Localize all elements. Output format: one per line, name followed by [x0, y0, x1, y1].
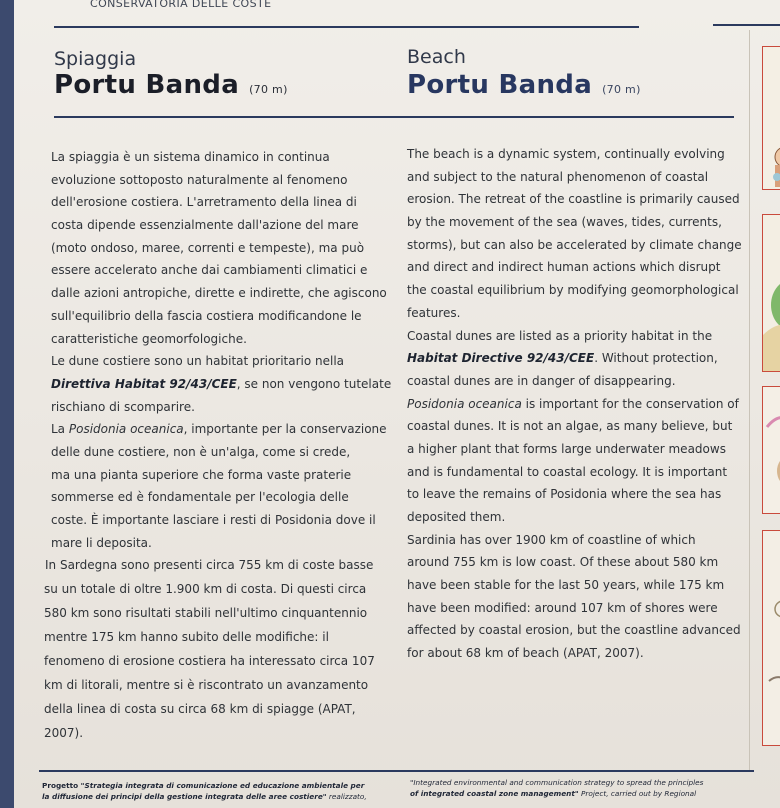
footer-italian	[42, 781, 367, 802]
beach-illustration	[762, 46, 780, 190]
habitat-directive-term: Direttiva Habitat 92/43/CEE	[51, 376, 237, 391]
text-fragment: , se non vengono tutelate	[236, 376, 392, 391]
text-line: erosion. The retreat of the coastline is primarily caused	[407, 192, 740, 207]
posidonia-illustration	[762, 386, 780, 514]
footer-fragment: Progetto	[42, 781, 81, 790]
text-line: 580 km sono risultati stabili nell'ultimo cinquantennio	[44, 606, 368, 621]
header-rule-right	[713, 24, 780, 26]
english-title-text: Portu Banda	[407, 70, 593, 100]
footer-line: "Integrated environmental and communication strategy to spread the principles	[410, 778, 704, 787]
text-line: km di litorali, mentre si è riscontrato un avanzamento	[44, 677, 369, 692]
text-line: and is fundamental to coastal ecology. It is important	[407, 464, 728, 479]
coast-illustration-art	[763, 531, 780, 745]
footer-line	[42, 792, 367, 803]
text-line	[407, 393, 742, 416]
text-line: essere accelerato anche dai cambiamenti climatici e	[51, 263, 368, 278]
italian-text-column	[44, 146, 392, 746]
italian-title-text: Portu Banda	[54, 70, 240, 100]
text-line: to leave the remains of Posidonia where the sea has	[407, 487, 722, 502]
organization-name: CONSERVATORIA DELLE COSTE	[90, 0, 272, 10]
italian-title	[54, 70, 288, 100]
illustration-divider	[749, 30, 750, 770]
text-line: 2007).	[44, 725, 84, 740]
text-line: Coastal dunes are listed as a priority habitat in the	[407, 328, 713, 343]
text-fragment: , importante per la conservazione	[183, 422, 387, 437]
text-line: deposited them.	[407, 510, 506, 524]
text-line: mentre 175 km hanno subito delle modifiche: il	[44, 630, 329, 645]
text-line: coastal dunes are in danger of disappearing.	[407, 373, 676, 388]
text-line: costa dipende essenzialmente dall'azione del mare	[51, 218, 359, 233]
posidonia-illustration-art	[763, 387, 780, 513]
text-line: dell'erosione costiera. L'arretramento della linea di	[51, 195, 357, 210]
text-line: coste. È importante lasciare i resti di Posidonia dove il	[51, 513, 376, 527]
text-line: coastal dunes. It is not an algae, as many believe, but	[407, 419, 733, 434]
text-line: affected by coastal erosion, but the coastline advanced	[407, 623, 741, 638]
italian-subtitle: Spiaggia	[54, 48, 137, 70]
text-line: (moto ondoso, maree, correnti e tempeste), ma può	[51, 240, 365, 255]
footer-fragment: of integrated coastal zone management"	[410, 788, 579, 798]
text-line: features.	[407, 305, 461, 320]
header-rule-left	[54, 26, 639, 28]
text-fragment: is important for the conservation of	[521, 396, 739, 411]
text-line: and subject to the natural phenomenon of coastal	[407, 169, 709, 184]
text-fragment: La	[51, 422, 69, 437]
footer-rule	[39, 770, 754, 772]
text-line: Le dune costiere sono un habitat prioritario nella	[51, 354, 345, 369]
text-line: sommerse ed è fondamentale per l'ecologia delle	[51, 490, 349, 505]
text-line: and direct and indirect human actions which disrupt	[407, 260, 721, 275]
text-line: for about 68 km of beach (APAT, 2007).	[407, 646, 644, 661]
text-line: della linea di costa su circa 68 km di spiagge (APAT,	[44, 701, 356, 716]
beach-illustration-art	[763, 47, 780, 189]
dune-illustration-art	[763, 215, 780, 371]
title-rule	[54, 116, 734, 118]
dune-illustration	[762, 214, 780, 372]
text-line	[407, 347, 742, 370]
footer-fragment: Project, carried out by Regional	[578, 788, 697, 798]
english-subtitle: Beach	[407, 46, 466, 68]
text-line: have been modified: around 107 km of shores were	[407, 600, 718, 615]
text-line: evoluzione sottoposto naturalmente al fenomeno	[51, 172, 348, 187]
text-line: The beach is a dynamic system, continually evolving	[407, 147, 725, 161]
english-text-column	[407, 143, 742, 665]
text-line: around 755 km is low coast. Of these about 580 km	[407, 555, 719, 570]
text-line: In Sardegna sono presenti circa 755 km di coste basse	[45, 558, 374, 573]
text-line: dalle azioni antropiche, dirette e indirette, che agiscono	[51, 286, 387, 301]
text-line	[51, 373, 391, 396]
footer-fragment: realizzato,	[326, 791, 367, 801]
text-line: delle dune costiere, non è un'alga, come si crede,	[51, 444, 351, 459]
info-board	[14, 0, 780, 808]
text-line: ma una pianta superiore che forma vaste praterie	[51, 467, 352, 482]
text-line: su un totale di oltre 1.900 km di costa. Di questi circa	[44, 582, 367, 597]
text-line: have been stable for the last 50 years, while 175 km	[407, 578, 725, 593]
posidonia-term: Posidonia oceanica	[68, 422, 184, 437]
habitat-directive-term: Habitat Directive 92/43/CEE	[407, 351, 595, 366]
text-line: sull'equilibrio della fascia costiera modificandone le	[51, 308, 362, 323]
text-line: a higher plant that forms large underwater meadows	[407, 441, 726, 456]
footer-line	[410, 789, 703, 800]
footer-line	[42, 781, 367, 792]
text-line: La spiaggia è un sistema dinamico in continua	[51, 150, 330, 164]
text-line: caratteristiche geomorfologiche.	[51, 331, 247, 346]
text-line: storms), but can also be accelerated by climate change	[407, 237, 742, 252]
footer-fragment: "Strategia integrata di comunicazione ed educazione ambientale per	[80, 781, 365, 790]
text-line: fenomeno di erosione costiera ha interessato circa 107	[44, 653, 375, 668]
posidonia-term: Posidonia oceanica	[407, 396, 522, 411]
text-line: the coastal equilibrium by modifying geomorphological	[407, 283, 739, 298]
text-line: by the movement of the sea (waves, tides, currents,	[407, 215, 722, 230]
coast-illustration	[762, 530, 780, 746]
english-beach-length: (70 m)	[602, 83, 641, 96]
text-line: rischiano di scomparire.	[51, 399, 195, 414]
footer-fragment: la diffusione dei principi della gestione integrata delle aree costiere"	[42, 791, 327, 801]
text-fragment: . Without protection,	[594, 351, 718, 366]
english-title	[407, 70, 641, 100]
footer-english	[410, 778, 703, 799]
text-line: mare li deposita.	[51, 535, 152, 550]
text-line	[51, 418, 391, 441]
text-line: Sardinia has over 1900 km of coastline of which	[407, 532, 696, 547]
italian-beach-length: (70 m)	[249, 83, 288, 96]
